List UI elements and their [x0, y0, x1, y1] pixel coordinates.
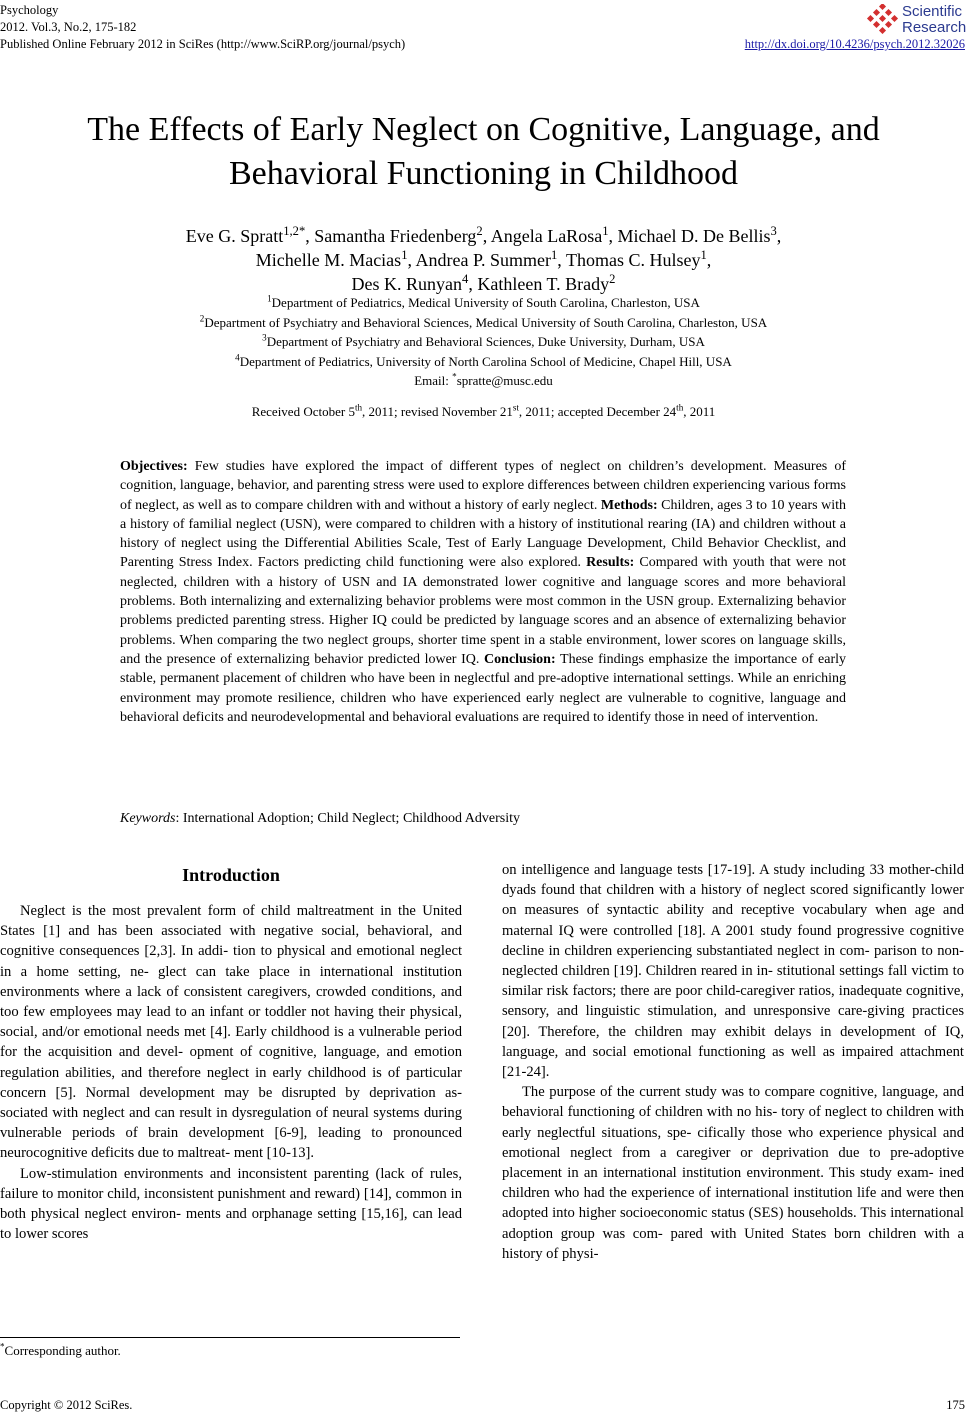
conclusion-label: Conclusion:: [484, 651, 556, 667]
author-list: [0, 224, 967, 296]
author-superscript: 1: [401, 248, 408, 262]
methods-label: Methods:: [600, 497, 658, 513]
abstract: [120, 457, 846, 727]
author-superscript: 2: [476, 224, 483, 238]
body-paragraph: Neglect is the most prevalent form of child maltreatment in the United States [1] and has been associated with negative social, behavioral, and cognitive consequences [2,3]. In addi- tion to physical and emotional neglect in a home setting, ne- glect can take place in international institution environments where a lack of consistent caregivers, crowded conditions, and too few employees may lead to an infant or toddler not having their physical, social, and/or emotional needs met [4]. Early childhood is a vulnerable period for the acquisition and devel- opment of cognitive, language, and emotion regulation abilities, and therefore neglect in early childhood is of particular concern [5]. Normal development may be disrupted by deprivation as- sociated with neglect and can result in dysregulation of neural systems during vulnerable periods of brain development [6-9], leading to pronounced neurocognitive deficits due to maltreat- ment [10-13].: [0, 903, 462, 1162]
email-label: Email:: [414, 373, 453, 388]
ordinal-sup: st: [512, 402, 519, 413]
volume-info: 2012. Vol.3, No.2, 175-182: [0, 20, 137, 34]
affiliation-superscript: 3: [262, 332, 267, 343]
footnote: [0, 1343, 121, 1359]
keywords: [120, 811, 520, 827]
objectives-text: Few studies have explored the impact of different types of neglect on children’s development. Measures of cognition, language, behavior, and parenting stress were used to explore differences between children experiencing various forms of neglect, as well as to compare children with and without a history of early neglect.: [120, 459, 846, 513]
keywords-text: : International Adoption; Child Neglect; Childhood Adversity: [175, 811, 521, 826]
author-name: Samantha Friedenberg: [314, 226, 477, 246]
methods-text: Children, ages 3 to 10 years with a history of familial neglect (USN), were compared to children with a history of institutional rearing (IA) and children without a history of neglect using the Differential Abilities Scale, Test of Early Language Development, Child Behavior Checklist, and Parenting Stress Index. Factors predicting child functioning were also explored.: [120, 497, 846, 571]
affiliation-text: Department of Pediatrics, University of North Carolina School of Medicine, Chapel Hill, USA: [239, 353, 732, 369]
received-text: Received October 5: [251, 404, 355, 419]
ordinal-sup: th: [676, 402, 684, 413]
scientific-research-logo: [866, 2, 966, 42]
author-name: Kathleen T. Brady: [477, 274, 610, 294]
author-superscript: 1: [700, 248, 707, 262]
objectives-label: Objectives:: [120, 459, 188, 474]
affiliation-1: [0, 293, 967, 313]
author-line-2: Michelle M. Macias$^1$, Andrea P. Summer$^1$, Thomas C. Hulsey$^1$,: [255, 248, 712, 270]
body-paragraph: The purpose of the current study was to compare cognitive, language, and behavioral functioning of children with no his- tory of neglect to children with early neglectful situations, spe- cifically those who experience physical and emotional neglect from a caregiver or deprivation due to pre-adoptive placement in an international institution environment. This study exam- ined children who had the experience of international institution life and were then adopted into higher socioeconomic status (SES) households. This international adoption group was com- pared with United States born children with a history of physi-: [502, 1084, 964, 1262]
affiliation-text: Department of Psychiatry and Behavioral Sciences, Medical University of South Carolina, Charleston, USA: [204, 314, 768, 330]
logo-text-line1: Scientific: [902, 3, 963, 20]
email-superscript: *: [452, 371, 457, 382]
author-superscript: 3: [770, 224, 777, 238]
author-superscript: 4: [462, 272, 469, 286]
affiliation-2: [0, 313, 967, 333]
abstract-paragraph: [120, 457, 846, 727]
affiliation-4: [0, 352, 967, 372]
email-address[interactable]: spratte@musc.edu: [456, 373, 553, 388]
author-name: Angela LaRosa: [490, 226, 603, 246]
author-name: Andrea P. Summer: [415, 250, 551, 270]
published-info: Published Online February 2012 in SciRes (http://www.SciRP.org/journal/psych): [0, 37, 406, 51]
title-line-2: Behavioral Functioning in Childhood: [228, 155, 739, 192]
email-line: [0, 371, 967, 391]
affiliation-superscript: 4: [235, 352, 240, 363]
received-dates: [0, 404, 967, 420]
doi-link[interactable]: http://dx.doi.org/10.4236/psych.2012.32026: [744, 37, 965, 51]
logo-diamond-icon: [866, 4, 900, 34]
year-text: , 2011: [683, 404, 716, 419]
ordinal-sup: th: [354, 402, 363, 413]
author-line-3: Des K. Runyan$^4$, Kathleen T. Brady$^2$: [351, 272, 616, 294]
journal-name: Psychology: [0, 3, 59, 17]
results-label: Results:: [586, 555, 635, 571]
author-superscript: 1: [550, 248, 558, 262]
footnote-text: Corresponding author.: [4, 1343, 121, 1358]
results-text: Compared with youth that were not neglected, children with a history of USN and IA demonstrated lower cognitive and language scores and more behavioral problems. Both internalizing and externalizing behavior problems were most common in the USN group. Externalizing behavior problems predicted parenting stress. Higher IQ could be predicted by language scores and an absence of externalizing behavior problems. When comparing the two neglect groups, shorter time spent in a stable environment, lower scores on language skills, and the presence of externalizing behavior predicted lower IQ.: [120, 555, 846, 667]
conclusion-text: These findings emphasize the importance of early stable, permanent placement of children who have been in neglectful and pre-adoptive international settings. While an enriching environment may promote resilience, children who have experienced early neglect are vulnerable to cognitive, language and behavioral deficits and neurodevelopmental and behavioral evaluations are required to identify those in need of intervention.: [120, 651, 847, 725]
author-superscript: 1,2*: [283, 224, 306, 238]
author-superscript: 2: [609, 272, 616, 286]
section-heading-introduction: Introduction: [182, 865, 280, 885]
keywords-label: Keywords: [120, 811, 176, 826]
affiliations: [0, 293, 967, 391]
affiliation-text: Department of Psychiatry and Behavioral Sciences, Duke University, Durham, USA: [266, 334, 705, 349]
right-column: [502, 860, 964, 1264]
footnote-superscript: *: [0, 1341, 5, 1352]
author-superscript: 1: [602, 224, 609, 238]
title-line-1: The Effects of Early Neglect on Cognitive, Language, and: [87, 111, 880, 148]
affiliation-superscript: 2: [199, 313, 205, 324]
author-name: Michelle M. Macias: [255, 250, 402, 270]
author-name: Michael D. De Bellis: [617, 226, 771, 246]
left-column: [0, 901, 462, 1244]
author-name: Eve G. Spratt: [185, 226, 284, 246]
body-paragraph: Low-stimulation environments and inconsistent parenting (lack of rules, failure to monitor child, inconsistent punishment and reward) [14], common in both physical neglect environ- ments and orphanage setting [15,16], can lead to lower scores: [0, 1165, 462, 1243]
author-name: Des K. Runyan: [351, 274, 463, 294]
footnote-divider: [0, 1337, 460, 1338]
logo-text-line2: Research: [902, 19, 967, 36]
paper-title: [0, 108, 967, 196]
affiliation-3: [0, 332, 967, 352]
author-name: Thomas C. Hulsey: [565, 250, 701, 270]
revised-text: , 2011; revised November 21: [362, 404, 513, 419]
copyright: Copyright © 2012 SciRes.: [0, 1398, 133, 1412]
author-line-1: Eve G. Spratt$^{1,2*}$, Samantha Friedenberg$^2$, Angela LaRosa$^1$, Michael D. De Bellis$^3$,: [185, 224, 782, 246]
affiliation-superscript: 1: [267, 293, 272, 304]
affiliation-text: Department of Pediatrics, Medical University of South Carolina, Charleston, USA: [271, 295, 700, 310]
body-paragraph: on intelligence and language tests [17-19]. A study including 33 mother-child dyads found that children with a history of neglect scored significantly lower on measures of syntactic ability and receptive vocabulary when age and maternal IQ were controlled [18]. A 2001 study found progressive cognitive decline in children experiencing substantiated neglect in com- parison to non-neglected children [19]. Children reared in in- stitutional settings fall victim to similar risk factors; there are poor child-caregiver ratios, inadequate cognitive, sensory, and linguistic stimulation, and unresponsive care-giving practices [20]. Therefore, the children may exhibit delays in development of IQ, language, and social emotional functioning as well as impaired attachment [21-24].: [502, 862, 964, 1081]
accepted-text: , 2011; accepted December 24: [518, 404, 677, 419]
page-number: 175: [946, 1398, 965, 1412]
